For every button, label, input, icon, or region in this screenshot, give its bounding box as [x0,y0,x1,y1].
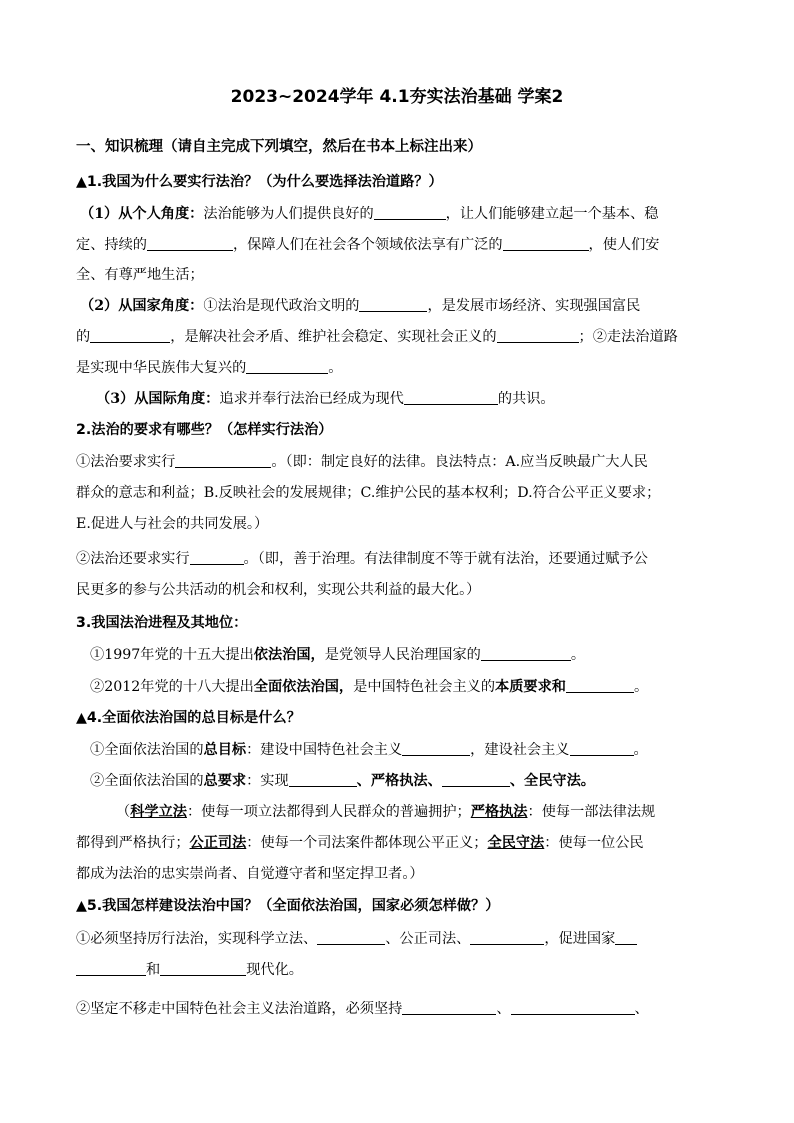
text: ②2012年党的十八大提出 [90,679,254,695]
text: 严格执法 [470,804,528,820]
text: 、 [634,1001,649,1017]
text: ：使每一项立法都得到人民群众的普遍拥护； [186,804,471,820]
q4-line-2 [90,771,595,791]
text: ：使每一部法律法规 [527,804,656,820]
text: 都得到严格执行； [76,835,190,851]
q1-personal-line-3: 全、有尊严地生活； [76,267,204,283]
text: ，建设社会主义 [470,742,570,758]
text: ，使人们安 [588,237,660,253]
q1-national-label: （2）从国家角度： [80,298,204,314]
text: 公正司法 [189,835,247,851]
text: ②坚定不移走中国特色社会主义法治道路，必须坚持 [76,1001,403,1017]
section-heading: 一、知识梳理（请自主完成下列填空，然后在书本上标注出来） [76,139,482,155]
text: 本质要求和 [495,679,566,695]
text: 、严格执法、 [356,773,442,789]
fill-blank[interactable] [566,677,634,693]
fill-blank[interactable] [374,204,446,220]
fill-blank[interactable] [317,929,385,945]
q4-line-1 [90,740,648,760]
text: （ [116,804,131,820]
text: 全民守法 [487,835,545,851]
text: 追求并奉行法治已经成为现代 [219,391,404,407]
text: ①必须坚持厉行法治，实现科学立法、 [76,931,318,947]
fill-blank[interactable] [402,999,496,1015]
question-3-heading: 3.我国法治进程及其地位： [76,615,248,631]
text: 法治能够为人们提供良好的 [203,206,374,222]
text: ①法治是现代政治文明的 [203,298,360,314]
fill-blank[interactable] [190,549,244,565]
fill-blank[interactable] [76,960,146,976]
text: ，保障人们在社会各个领域依法享有广泛的 [232,237,503,253]
text: ，是解决社会矛盾、维护社会稳定、实现社会正义的 [170,329,497,345]
text: 总目标 [203,742,247,758]
text: 。 [328,360,343,376]
text: ；②走法治道路 [578,329,678,345]
text: 依法治国， [253,647,325,663]
text: 全面依法治国， [253,679,354,695]
text: ①1997年党的十五大提出 [90,647,254,663]
q1-national-line-1 [80,296,640,316]
q5-line-1 [76,929,637,949]
q1-personal-label: （1）从个人角度： [80,206,204,222]
q2-line-3: E.促进人与社会的共同发展。） [76,516,269,532]
text: 。 [633,742,648,758]
fill-blank[interactable] [359,296,427,312]
text: ②法治还要求实行 [76,551,190,567]
text: ：使每一位公民 [544,835,644,851]
page-title: 2023~2024学年 4.1夯实法治基础 学案2 [230,87,564,107]
fill-blank[interactable] [90,327,170,343]
text: 。（即：制定良好的法律。良法特点：A.应当反映最广大人民 [271,454,648,470]
fill-blank[interactable] [442,771,510,787]
text: 。 [633,679,649,695]
text: 的共识。 [497,391,555,407]
text: ②全面依法治国的 [90,773,204,789]
text: 定、持续的 [76,237,147,253]
text: 总要求 [203,773,247,789]
fill-blank[interactable] [289,771,357,787]
text: 是党领导人民治理国家的 [324,647,481,663]
text: 科学立法 [130,804,187,820]
text: 。 [570,647,586,663]
q3-line-1 [90,645,585,665]
text: 、 [496,1001,511,1017]
q2-line-5: 民更多的参与公共活动的机会和权利，实现公共利益的最大化。） [76,582,481,598]
text: 、公正司法、 [385,931,471,947]
text: 的 [76,329,91,345]
fill-blank[interactable] [404,389,498,405]
fill-blank[interactable] [481,645,571,661]
q1-international-label: （3）从国际角度： [96,391,220,407]
question-1-heading: ▲1.我国为什么要实行法治？（为什么要选择法治道路？） [76,174,443,190]
fill-blank[interactable] [570,740,634,756]
text: 。（即，善于治理。有法律制度不等于就有法治，还要通过赋予公 [243,551,648,567]
q2-line-4 [76,549,648,569]
fill-blank[interactable] [147,235,233,251]
q1-national-line-2 [76,327,678,347]
question-5-heading: ▲5.我国怎样建设法治中国？（全面依法治国，国家必须怎样做？） [76,898,500,914]
q1-personal-line-1 [80,204,658,224]
fill-blank[interactable] [402,740,470,756]
question-4-heading: ▲4.全面依法治国的总目标是什么？ [76,710,301,726]
fill-blank[interactable] [246,358,328,374]
q4-note-line-2 [76,833,644,853]
text: ：建设中国特色社会主义 [246,742,403,758]
fill-blank[interactable] [511,999,635,1015]
text: ，是发展市场经济、实现强国富民 [427,298,641,314]
fill-blank[interactable] [160,960,246,976]
text: ①全面依法治国的 [90,742,204,758]
text: 是中国特色社会主义的 [353,679,496,695]
q5-line-2 [76,960,303,980]
text: ，让人们能够建立起一个基本、稳 [445,206,659,222]
q4-note-line-1 [116,802,655,822]
q1-personal-line-2 [76,235,659,255]
q1-national-line-3 [76,358,342,378]
q2-line-2: 群众的意志和利益；B.反映社会的发展规律；C.维护公民的基本权利；D.符合公平正义要求； [76,485,661,501]
text: ：使每一个司法案件都体现公平正义； [246,835,488,851]
q5-line-3 [76,999,649,1019]
fill-blank[interactable] [615,929,637,945]
fill-blank[interactable] [497,327,579,343]
q2-line-1 [76,452,648,472]
fill-blank[interactable] [470,929,544,945]
fill-blank[interactable] [175,452,271,468]
text: ：实现 [246,773,289,789]
text: 和 [146,962,161,978]
fill-blank[interactable] [503,235,589,251]
q1-international-line [96,389,555,409]
text: 是实现中华民族伟大复兴的 [76,360,247,376]
text: ，促进国家 [544,931,616,947]
text: 现代化。 [246,962,303,978]
q3-line-2 [90,677,648,697]
question-2-heading: 2.法治的要求有哪些？（怎样实行法治） [76,422,333,438]
text: ①法治要求实行 [76,454,176,470]
text: 、全民守法。 [509,773,595,789]
q4-note-line-3: 都成为法治的忠实崇尚者、自觉遵守者和坚定捍卫者。） [76,866,424,882]
